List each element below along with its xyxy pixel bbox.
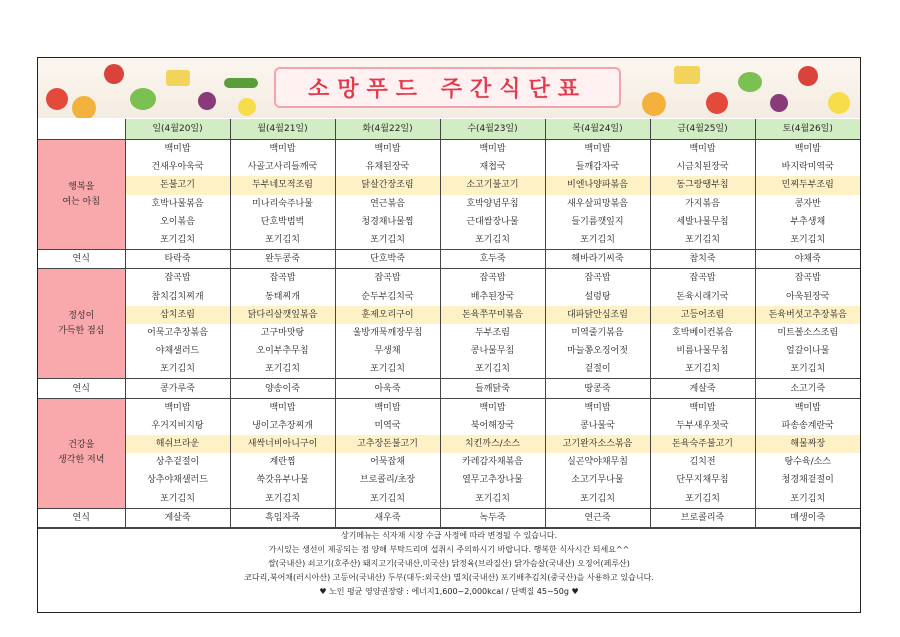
snack-row [38,379,860,398]
snack-label: 연식 [38,379,125,398]
meal-category [38,398,125,508]
menu-item: 냉이고추장찌개 [230,417,335,435]
menu-item: 배추된장국 [440,288,545,306]
snack-item: 녹두죽 [440,508,545,527]
cheese-decoration-icon [674,66,700,84]
menu-item: 돈육쭈꾸미볶음 [440,306,545,324]
menu-item: 단무지채무침 [650,471,755,489]
menu-item: 포기김치 [790,364,826,375]
menu-item: 순두부김치국 [335,288,440,306]
day-header: 토(4월26일) [755,119,860,140]
menu-item: 잡곡밥 [650,269,755,288]
menu-item: 울방개묵깨장무침 [335,324,440,342]
menu-item: 치킨까스/소스 [440,435,545,453]
menu-item: 포기김치 [230,360,335,379]
menu-item: 닭살간장조림 [335,176,440,194]
menu-item: 바지락미역국 [781,162,834,173]
grape-decoration-icon [770,94,788,112]
menu-item: 김치전 [650,453,755,471]
menu-row [38,453,860,471]
meal-category-label: 행복을 여는 아침 [62,181,101,207]
menu-item: 시금치된장국 [650,158,755,176]
menu-notes [38,528,860,613]
menu-item: 소고기무나물 [545,471,650,489]
menu-item: 오이부추무침 [230,342,335,360]
menu-item: 고등어조림 [650,306,755,324]
menu-item: 포기김치 [790,493,826,504]
menu-row [38,398,860,417]
menu-item: 백미밥 [545,140,650,159]
menu-item: 얼갈이나물 [786,346,830,357]
snack-item: 아욱죽 [335,379,440,398]
menu-item: 오이볶음 [125,213,230,231]
menu-item: 포기김치 [230,231,335,250]
note-line: 코다리,북어채(러시아산) 고등어(국내산) 두부(대두:외국산) 멸치(국내산) 포기배추김치(중국산)을 사용하고 있습니다. [244,573,654,582]
menu-row [38,324,860,342]
menu-item: 백미밥 [650,140,755,159]
note-line: 가시있는 생선이 제공되는 점 양해 부탁드리며 섭취시 주의하시기 바랍니다. 행복한 식사시간 되세요^^ [268,545,630,554]
menu-item: 콩자반 [794,198,821,209]
menu-item: 포기김치 [335,360,440,379]
lemon-decoration-icon [828,92,850,114]
menu-item: 새우살피망볶음 [545,195,650,213]
menu-item: 포기김치 [440,360,545,379]
menu-item: 돈육버섯고추장볶음 [755,306,860,324]
tomato-decoration-icon [46,88,68,110]
title-banner [38,58,860,118]
menu-item: 백미밥 [335,398,440,417]
meal-category [38,140,125,250]
menu-item: 호박베이컨볶음 [650,324,755,342]
menu-item: 고추장돈불고기 [335,435,440,453]
menu-item: 잡곡밥 [545,269,650,288]
menu-item: 포기김치 [335,231,440,250]
menu-item: 백미밥 [125,140,230,159]
menu-item: 두부조림 [440,324,545,342]
menu-item: 포기김치 [650,231,755,250]
menu-item: 잡곡밥 [794,273,821,284]
lettuce-decoration-icon [130,88,156,110]
menu-row [38,140,860,159]
snack-item: 브로콜리죽 [650,508,755,527]
menu-item: 비엔나양파볶음 [545,176,650,194]
day-header-row [38,119,860,140]
menu-item: 잡곡밥 [125,269,230,288]
menu-item: 포기김치 [440,231,545,250]
menu-item: 민찌두부조림 [755,176,860,194]
snack-item: 해바라기씨죽 [545,250,650,269]
menu-item: 훈제오리구이 [335,306,440,324]
note-line: 쌀(국내산) 쇠고기(호주산) 돼지고기(국내산,미국산) 닭정육(브라질산) 닭가슴살(국내산) 오징어(페루산) [268,559,630,568]
menu-item: 근대쌈장나물 [440,213,545,231]
snack-item: 단호박죽 [335,250,440,269]
menu-item: 청경채겉절이 [781,475,834,486]
menu-row [38,417,860,435]
menu-item: 우거지비지탕 [125,417,230,435]
menu-row [38,306,860,324]
menu-item: 고기완자소스볶음 [545,435,650,453]
apple-decoration-icon [798,66,818,86]
menu-item: 설렁탕 [545,288,650,306]
menu-item: 백미밥 [650,398,755,417]
menu-item: 카레감자채볶음 [440,453,545,471]
lettuce-decoration-icon [738,72,762,92]
menu-item: 두부네모적조림 [230,176,335,194]
menu-item: 포기김치 [650,490,755,509]
menu-row [38,342,860,360]
menu-item: 유채된장국 [335,158,440,176]
menu-item: 탕수육/소스 [784,457,831,468]
snack-label: 연식 [38,250,125,269]
menu-row [38,195,860,213]
menu-item: 포기김치 [790,235,826,246]
menu-item: 콩나물무침 [440,342,545,360]
tomato-decoration-icon [706,92,728,114]
menu-item: 사골고사리들깨국 [230,158,335,176]
menu-item: 백미밥 [230,140,335,159]
menu-item: 부추생채 [790,216,826,227]
menu-item: 야채샐러드 [125,342,230,360]
menu-item: 포기김치 [125,231,230,250]
cheese-decoration-icon [166,70,190,86]
menu-item: 상추야채샐러드 [125,471,230,489]
apple-decoration-icon [104,64,124,84]
menu-row [38,213,860,231]
menu-item: 들기름깻잎지 [545,213,650,231]
snack-item: 야채죽 [755,250,860,269]
weekly-menu-table [38,119,860,528]
menu-item: 백미밥 [440,140,545,159]
menu-item: 돈육숙주불고기 [650,435,755,453]
menu-row [38,490,860,509]
menu-item: 돈육시래기국 [650,288,755,306]
menu-item: 새싹너비아니구이 [230,435,335,453]
orange-decoration-icon [72,96,96,118]
snack-item: 타락죽 [125,250,230,269]
menu-item: 열무고추장나물 [440,471,545,489]
menu-item: 잡곡밥 [335,269,440,288]
menu-item: 돈불고기 [125,176,230,194]
menu-item: 백미밥 [440,398,545,417]
cucumber-decoration-icon [224,78,258,88]
menu-item: 콩나물국 [545,417,650,435]
snack-item: 매생이죽 [755,508,860,527]
menu-item: 어묵고추장볶음 [125,324,230,342]
menu-item: 브로콜리/초장 [335,471,440,489]
menu-item: 백미밥 [125,398,230,417]
snack-item: 게살죽 [125,508,230,527]
menu-item: 북어해장국 [440,417,545,435]
menu-item: 포기김치 [125,490,230,509]
menu-row [38,176,860,194]
meal-category-label: 건강을 생각한 저녁 [58,440,105,466]
menu-item: 상추겉절이 [125,453,230,471]
day-header: 금(4월25일) [650,119,755,140]
menu-item: 호박양념무침 [440,195,545,213]
snack-item: 완두콩죽 [230,250,335,269]
menu-item: 미트볼소스조림 [777,327,839,338]
snack-item: 연근죽 [545,508,650,527]
menu-item: 호박나물볶음 [125,195,230,213]
menu-item: 무생채 [335,342,440,360]
menu-item: 비름나물무침 [650,342,755,360]
menu-sheet [37,57,861,613]
menu-item: 파송송계란국 [781,420,834,431]
lemon-decoration-icon [238,98,256,116]
note-line: 상기메뉴는 식자재 시장 수급 사정에 따라 변경될 수 있습니다. [340,531,558,540]
snack-item: 호두죽 [440,250,545,269]
snack-item: 새우죽 [335,508,440,527]
meal-category [38,269,125,379]
menu-row [38,360,860,379]
menu-item: 포기김치 [545,231,650,250]
menu-row [38,269,860,288]
menu-item: 어묵잡채 [335,453,440,471]
menu-item: 쑥갓유부나물 [230,471,335,489]
menu-item: 겉절이 [545,360,650,379]
menu-item: 건새우아욱국 [125,158,230,176]
menu-item: 고구마맛탕 [230,324,335,342]
snack-item: 참치죽 [650,250,755,269]
menu-item: 백미밥 [230,398,335,417]
menu-item: 포기김치 [230,490,335,509]
page-title: 소망푸드 주간식단표 [274,67,621,108]
meal-category-label: 정성이 가득한 점심 [58,310,105,336]
menu-item: 미역줄기볶음 [545,324,650,342]
menu-item: 연근볶음 [335,195,440,213]
menu-item: 해물짜장 [755,435,860,453]
menu-item: 포기김치 [440,490,545,509]
menu-item: 동그랑땡부침 [650,176,755,194]
menu-row [38,231,860,250]
snack-row [38,508,860,527]
snack-item: 들깨닭죽 [440,379,545,398]
menu-item: 대파닭안심조림 [545,306,650,324]
grape-decoration-icon [198,92,216,110]
menu-item: 잡곡밥 [440,269,545,288]
menu-item: 포기김치 [545,490,650,509]
menu-item: 소고기불고기 [440,176,545,194]
orange-decoration-icon [642,92,666,116]
menu-item: 들깨감자국 [545,158,650,176]
day-header: 목(4월24일) [545,119,650,140]
menu-item: 참치김치찌개 [125,288,230,306]
menu-item: 닭다리살깻잎볶음 [230,306,335,324]
day-header: 화(4월22일) [335,119,440,140]
menu-item: 재첩국 [440,158,545,176]
snack-item: 양송이죽 [230,379,335,398]
menu-row [38,435,860,453]
menu-item: 백미밥 [335,140,440,159]
menu-item: 계란찜 [230,453,335,471]
snack-item: 콩가루죽 [125,379,230,398]
menu-item: 백미밥 [794,144,821,155]
menu-item: 백미밥 [794,402,821,413]
menu-item: 아욱된장국 [786,291,830,302]
menu-row [38,158,860,176]
day-header: 월(4월21일) [230,119,335,140]
menu-item: 미역국 [335,417,440,435]
menu-item: 포기김치 [125,360,230,379]
snack-item: 소고기죽 [755,379,860,398]
menu-item: 마늘쫑오징어젓 [545,342,650,360]
menu-item: 미나리숙주나물 [230,195,335,213]
header-corner [38,119,125,140]
menu-row [38,288,860,306]
menu-item: 포기김치 [650,360,755,379]
menu-item: 단호박범벅 [230,213,335,231]
menu-item: 잡곡밥 [230,269,335,288]
menu-item: 가지볶음 [650,195,755,213]
menu-item: 포기김치 [335,490,440,509]
menu-item: 두부새우젓국 [650,417,755,435]
menu-item: 동태찌개 [230,288,335,306]
menu-item: 청경채나물찜 [335,213,440,231]
menu-item: 실곤약야채무침 [545,453,650,471]
snack-label: 연식 [38,508,125,527]
menu-item: 세발나물무침 [650,213,755,231]
menu-item: 해쉬브라운 [125,435,230,453]
snack-row [38,250,860,269]
snack-item: 흑임자죽 [230,508,335,527]
nutrition-note: ♥ 노인 평균 영양권장량 : 에너지1,600~2,000kcal / 단백질 45~50g ♥ [319,587,579,596]
day-header: 일(4월20일) [125,119,230,140]
day-header: 수(4월23일) [440,119,545,140]
menu-item: 삼치조림 [125,306,230,324]
menu-row [38,471,860,489]
snack-item: 게살죽 [650,379,755,398]
snack-item: 땅콩죽 [545,379,650,398]
menu-item: 백미밥 [545,398,650,417]
